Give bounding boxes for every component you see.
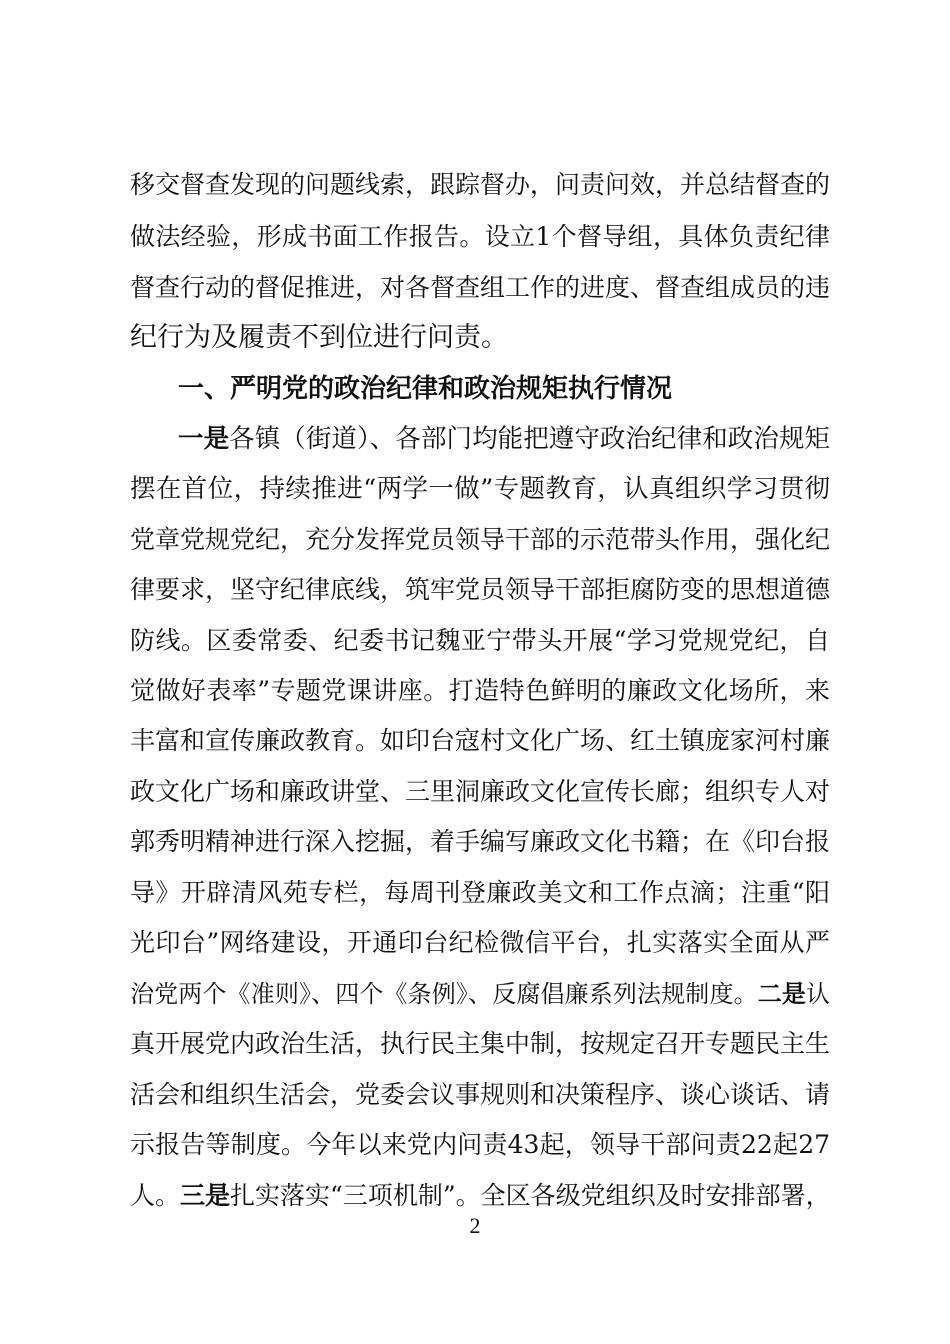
- body-text-line: 纪行为及履责不到位进行问责。: [130, 322, 508, 353]
- page-number: 2: [469, 1213, 481, 1238]
- body-text-line: 真开展党内政治生活，执行民主集中制，按规定召开专题民主生: [130, 1029, 831, 1058]
- body-text-line: 政文化广场和廉政讲堂、三里洞廉政文化宣传长廊；组织专人对: [130, 777, 831, 806]
- body-text-line: 党章党规党纪，充分发挥党员领导干部的示范带头作用，强化纪: [130, 525, 831, 554]
- body-text-line: 督查行动的督促推进，对各督查组工作的进度、督查组成员的违: [130, 273, 831, 302]
- body-text-line: 摆在首位，持续推进“两学一做”专题教育，认真组织学习贯彻: [130, 474, 830, 504]
- body-text-line: 移交督查发现的问题线索，跟踪督办，问责问效，并总结督查的: [130, 170, 831, 199]
- body-text-line: 做法经验，形成书面工作报告。设立1个督导组，具体负责纪律: [130, 222, 830, 251]
- body-text-segment: 各镇（街道）、各部门均能把遵守政治纪律和政治规矩: [229, 424, 830, 454]
- body-text-line: 防线。区委常委、纪委书记魏亚宁带头开展“学习党规党纪，自: [130, 626, 830, 655]
- body-text-line: 活会和组织生活会，党委会议事规则和决策程序、谈心谈话、请: [130, 1080, 831, 1109]
- body-text-segment: 扎实落实“三项机制”。全区各级党组织及时安排部署，: [230, 1181, 831, 1210]
- emphasis-lead: 二是: [757, 980, 807, 1008]
- body-text-line: [130, 974, 830, 1014]
- body-text-segment: 认: [806, 980, 831, 1008]
- body-text-line: [130, 1176, 830, 1216]
- emphasis-lead: 三是: [180, 1181, 231, 1210]
- body-text-segment: 治党两个《准则》、四个《条例》、反腐倡廉系列法规制度。: [130, 980, 758, 1008]
- emphasis-lead: 一是: [178, 424, 230, 454]
- body-text-line: [178, 419, 830, 459]
- body-text-line: 丰富和宣传廉政教育。如印台寇村文化广场、红土镇庞家河村廉: [130, 726, 831, 755]
- body-text-segment: 人。: [130, 1181, 181, 1210]
- body-text-line: 郭秀明精神进行深入挖掘，着手编写廉政文化书籍；在《印台报: [130, 827, 831, 856]
- body-text-line: 觉做好表率”专题党课讲座。打造特色鲜明的廉政文化场所，来: [130, 676, 830, 705]
- body-text-line: 律要求，坚守纪律底线，筑牢党员领导干部拒腐防变的思想道德: [130, 575, 831, 604]
- body-text-line: 导》开辟清风苑专栏，每周刊登廉政美文和工作点滴；注重“阳: [130, 878, 830, 907]
- section-heading: 一、严明党的政治纪律和政治规矩执行情况: [178, 374, 673, 404]
- body-text-line: 光印台”网络建设，开通印台纪检微信平台，扎实落实全面从严: [130, 928, 830, 957]
- body-text-line: 示报告等制度。今年以来党内问责43起，领导干部问责22起27: [130, 1130, 830, 1159]
